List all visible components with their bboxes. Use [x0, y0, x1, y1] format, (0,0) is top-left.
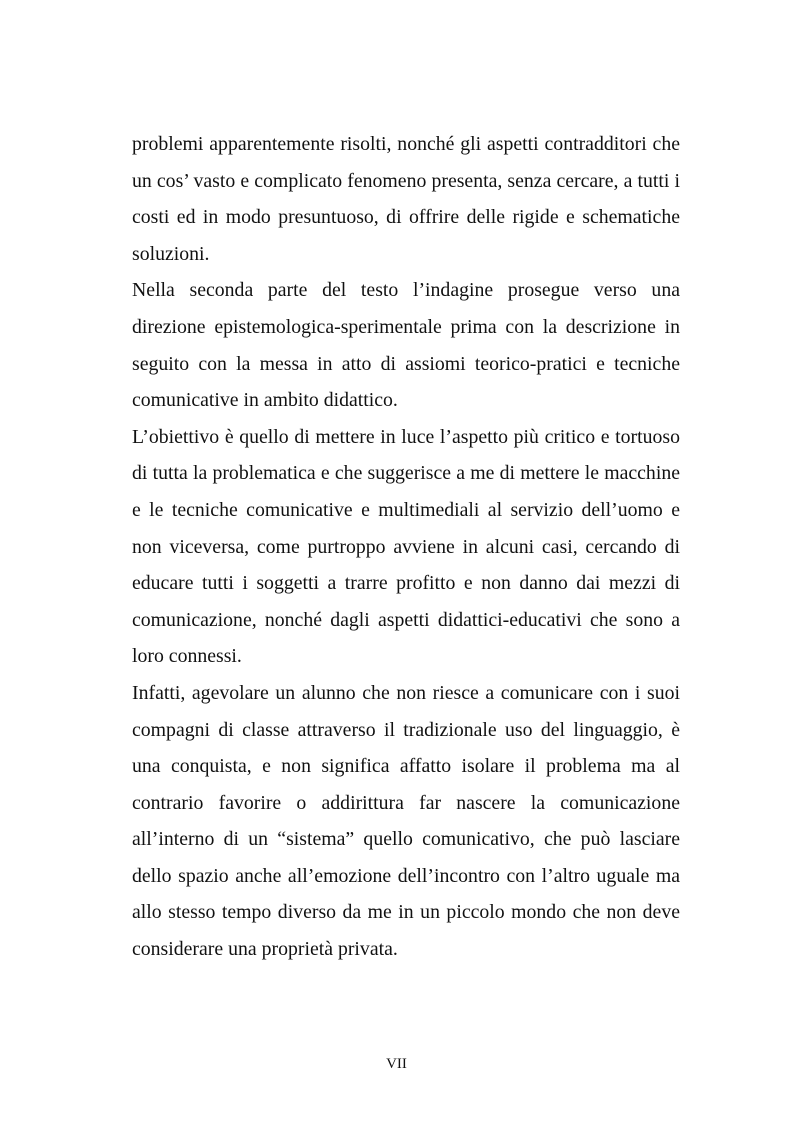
paragraph: L’obiettivo è quello di mettere in luce l’aspetto più critico e tortuoso di tutta la problematica e che suggerisce a me di mettere le macchine e le tecniche comunicative e multimediali al servizio dell’uomo e non viceversa, come purtroppo avviene in alcuni casi, cercando di educare tutti i soggetti a trarre profitto e non danno dai mezzi di comunicazione, nonché dagli aspetti didattici-educativi che sono a loro connessi. [132, 425, 680, 668]
paragraph: Nella seconda parte del testo l’indagine prosegue verso una direzione epistemologica-sperimentale prima con la descrizione in seguito con la messa in atto di assiomi teorico-pratici e tecniche comunicative in ambito didattico. [132, 279, 680, 412]
body-text [132, 126, 680, 968]
paragraph: Infatti, agevolare un alunno che non riesce a comunicare con i suoi compagni di classe attraverso il tradizionale uso del linguaggio, è una conquista, e non significa affatto isolare il problema ma al contrario favorire o addirittura far nascere la comunicazione all’interno di un “sistema” quello comunicativo, che può lasciare dello spazio anche all’emozione dell’incontro con l’altro uguale ma allo stesso tempo diverso da me in un piccolo mondo che non deve considerare una proprietà privata. [132, 681, 680, 961]
page-number: VII [386, 1056, 407, 1072]
paragraph: problemi apparentemente risolti, nonché gli aspetti contradditori che un cos’ vasto e complicato fenomeno presenta, senza cercare, a tutti i costi ed in modo presuntuoso, di offrire delle rigide e schematiche soluzioni. [132, 133, 680, 265]
